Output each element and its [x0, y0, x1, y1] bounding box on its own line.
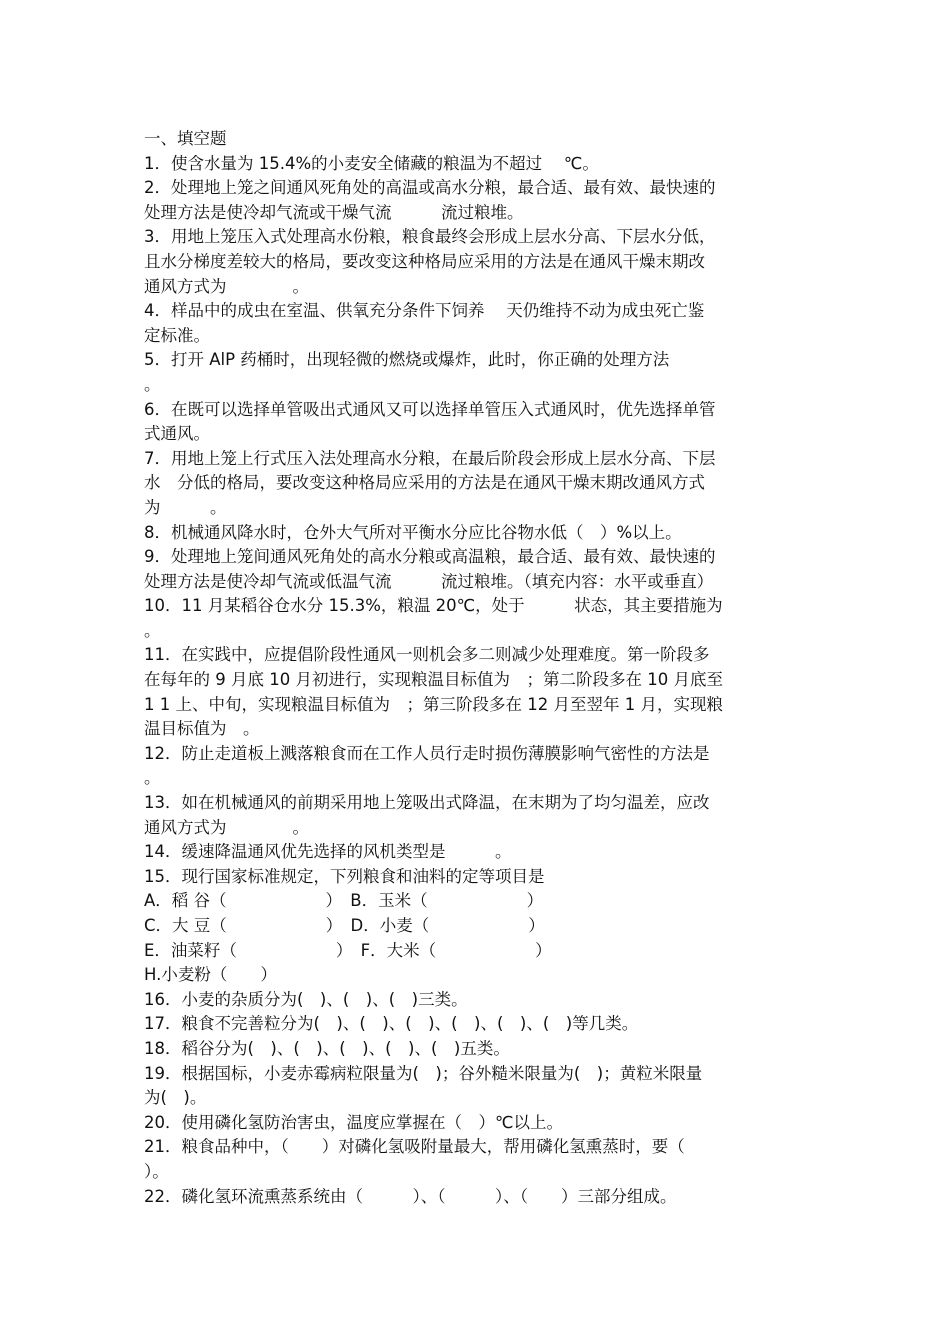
question-16-line-1: 16．小麦的杂质分为( )、( )、( )三类。	[144, 989, 468, 1009]
question-13-line-1: 13．如在机械通风的前期采用地上笼吸出式降温，在末期为了均匀温差，应改	[144, 793, 710, 813]
question-15-option-ab: A．稻 谷（ ） B．玉米（ ）	[144, 891, 544, 911]
question-13-line-2: 通风方式为 。	[144, 817, 309, 837]
question-15-line-1: 15．现行国家标准规定，下列粮食和油料的定等项目是	[144, 866, 545, 886]
question-5-line-1: 5．打开 AlP 药桶时，出现轻微的燃烧或爆炸，此时，你正确的处理方法	[144, 350, 670, 370]
question-20-line-1: 20．使用磷化氢防治害虫，温度应掌握在（ ）℃以上。	[144, 1112, 564, 1132]
question-7-line-1: 7．用地上笼上行式压入法处理高水分粮，在最后阶段会形成上层水分高、下层	[144, 448, 716, 468]
question-11-line-1: 11．在实践中，应提倡阶段性通风一则机会多二则减少处理难度。第一阶段多	[144, 645, 710, 665]
question-3-line-2: 且水分梯度差较大的格局，要改变这种格局应采用的方法是在通风干燥末期改	[144, 251, 705, 271]
question-18-line-1: 18．稻谷分为( )、( )、( )、( )、( )五类。	[144, 1038, 510, 1058]
question-6-line-1: 6．在既可以选择单管吸出式通风又可以选择单管压入式通风时，优先选择单管	[144, 399, 716, 419]
question-7-line-3: 为 。	[144, 497, 227, 517]
question-10-line-1: 10．11 月某稻谷仓水分 15.3%，粮温 20℃，处于 状态，其主要措施为	[144, 596, 723, 616]
question-2-line-2: 处理方法是使冷却气流或干燥气流 流过粮堆。	[144, 202, 524, 222]
question-6-line-2: 式通风。	[144, 424, 210, 444]
question-19-line-2: 为( )。	[144, 1088, 207, 1108]
question-4-line-1: 4．样品中的成虫在室温、供氧充分条件下饲养 天仍维持不动为成虫死亡鉴	[144, 301, 705, 321]
question-22-line-1: 22．磷化氢环流熏蒸系统由（ ）、（ ）、（ ）三部分组成。	[144, 1186, 677, 1206]
question-3-line-1: 3．用地上笼压入式处理高水份粮，粮食最终会形成上层水分高、下层水分低，	[144, 227, 716, 247]
question-21-line-2: ）。	[144, 1161, 169, 1181]
document-body	[144, 127, 816, 1209]
question-9-line-1: 9．处理地上笼间通风死角处的高水分粮或高温粮，最合适、最有效、最快速的	[144, 547, 716, 567]
question-4-line-2: 定标准。	[144, 325, 210, 345]
question-5-line-2: 。	[144, 374, 161, 394]
question-10-line-2: 。	[144, 620, 161, 640]
question-17-line-1: 17．粮食不完善粒分为( )、( )、( )、( )、( )、( )等几类。	[144, 1014, 639, 1034]
question-15-option-h: H.小麦粉（ ）	[144, 965, 277, 985]
question-7-line-2: 水 分低的格局，要改变这种格局应采用的方法是在通风干燥末期改通风方式	[144, 473, 705, 493]
question-1-line-1: 1．使含水量为 15.4%的小麦安全储藏的粮温为不超过 ℃。	[144, 153, 599, 173]
section-heading: 一、填空题	[144, 129, 227, 148]
question-15-option-cd: C．大 豆（ ） D．小麦（ ）	[144, 916, 545, 935]
question-12-line-2: 。	[144, 768, 161, 788]
question-2-line-1: 2．处理地上笼之间通风死角处的高温或高水分粮，最合适、最有效、最快速的	[144, 178, 716, 198]
question-11-line-3: 1 1 上、中旬，实现粮温目标值为 ；第三阶段多在 12 月至翌年 1 月，实现粮	[144, 694, 723, 714]
question-9-line-2: 处理方法是使冷却气流或低温气流 流过粮堆。（填充内容：水平或垂直）	[144, 571, 714, 591]
question-12-line-1: 12．防止走道板上溅落粮食而在工作人员行走时损伤薄膜影响气密性的方法是	[144, 743, 710, 763]
question-21-line-1: 21．粮食品种中，（ ）对磷化氢吸附量最大，帮用磷化氢熏蒸时，要（	[144, 1137, 685, 1157]
question-14-line-1: 14．缓速降温通风优先选择的风机类型是 。	[144, 842, 512, 862]
question-8-line-1: 8．机械通风降水时，仓外大气所对平衡水分应比谷物水低（ ）%以上。	[144, 522, 682, 542]
question-11-line-2: 在每年的 9 月底 10 月初进行，实现粮温目标值为 ；第二阶段多在 10 月底至	[144, 670, 723, 690]
question-11-line-4: 温目标值为 。	[144, 719, 260, 739]
question-15-option-ef: E．油菜籽（ ） F．大米（ ）	[144, 940, 552, 960]
question-19-line-1: 19．根据国标，小麦赤霉病粒限量为( )；谷外糙米限量为( )；黄粒米限量	[144, 1063, 703, 1083]
question-3-line-3: 通风方式为 。	[144, 276, 309, 296]
